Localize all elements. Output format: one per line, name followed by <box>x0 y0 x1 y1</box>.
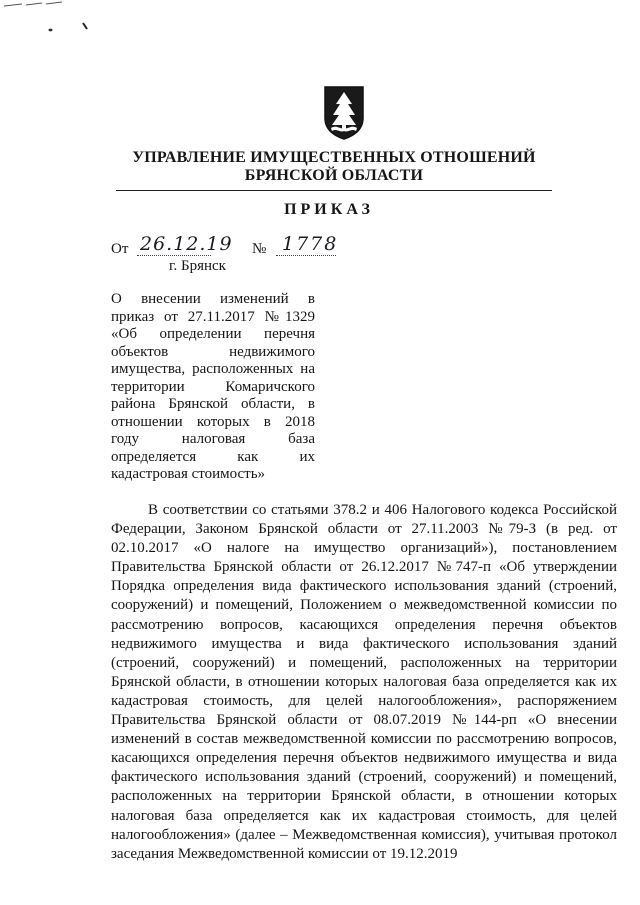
scan-artifact-dot <box>48 28 53 32</box>
handwritten-date: 26.12.19 <box>140 233 233 255</box>
date-prefix: От <box>111 241 129 257</box>
document-type-title: ПРИКАЗ <box>284 201 374 218</box>
number-underline <box>276 255 336 256</box>
handwritten-number: 1778 <box>282 233 339 255</box>
body-paragraph: В соответствии со статьями 378.2 и 406 Налогового кодекса Российской Федерации, Законом Брянской области от 27.11.2003 №79-З (в ред. от 02.10.2017 «О налоге на имущество организаций»), постановлением Правительства Брянской области от 26.12.2017 №747-п «Об утверждении Порядка определения вида фактического использования зданий (строений, сооружений) и помещений, Положением о межведомственной комиссии по рассмотрению вопросов, касающихся определения перечня объектов недвижимого имущества и вида фактического использования зданий (строений, сооружений) и помещений, расположенных на территории Брянской области, в отношении которых налоговая база определяется как их кадастровая стоимость, для целей налогообложения», распоряжением Правительства Брянской области от 08.07.2019 №144-рп «О внесении изменений в состав межведомственной комиссии по рассмотрению вопросов, касающихся определения перечня объектов недвижимого имущества и вида фактического использования зданий (строений, сооружений) и помещений, расположенных на территории Брянской области, в отношении которых налоговая база определяется как их кадастровая стоимость, для целей налогообложения» (далее – Межведомственная комиссия), учитывая протокол заседания Межведомственной комиссии от 19.12.2019 <box>111 502 617 862</box>
order-subject: О внесении изменений в приказ от 27.11.2017 №1329 «Об определении перечня объектов недвижимого имущества, расположенных на территории Комаричского района Брянской области, в отношении которых в 2018 году налоговая база определяется как их кадастровая стоимость» <box>111 291 315 482</box>
scan-artifact-mark <box>2 0 72 10</box>
header-divider <box>116 190 552 191</box>
city-label: г. Брянск <box>169 258 226 274</box>
number-prefix: № <box>252 241 267 257</box>
scan-artifact-dot <box>82 22 88 30</box>
coat-of-arms-icon <box>322 84 366 140</box>
organization-region: БРЯНСКОЙ ОБЛАСТИ <box>244 167 424 184</box>
organization-name: УПРАВЛЕНИЕ ИМУЩЕСТВЕННЫХ ОТНОШЕНИЙ <box>132 149 536 166</box>
date-underline <box>137 255 211 256</box>
